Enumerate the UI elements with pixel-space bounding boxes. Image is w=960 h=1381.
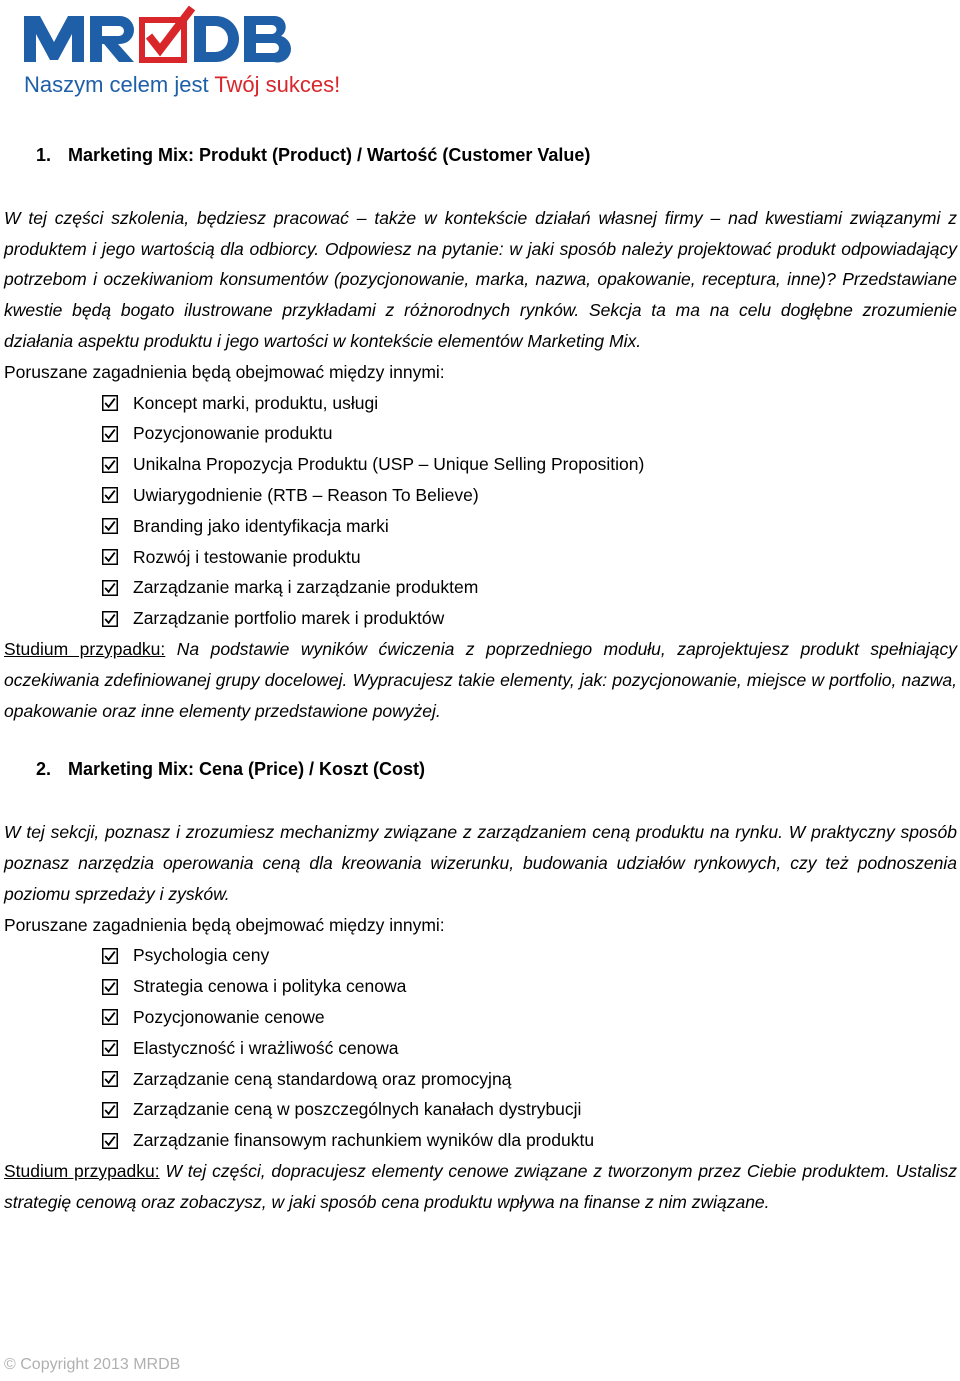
topic-item	[102, 511, 957, 542]
checkbox-checked-icon	[102, 1040, 118, 1056]
logo-tagline	[24, 72, 340, 97]
section-1-heading	[36, 140, 957, 171]
topic-item	[102, 971, 957, 1002]
checkbox-checked-icon	[102, 1102, 118, 1118]
topic-item	[102, 603, 957, 634]
topic-text: Zarządzanie ceną standardową oraz promocyjną	[133, 1068, 512, 1089]
section-1-case-text: Na podstawie wyników ćwiczenia z poprzedniego modułu, zaprojektujesz produkt spełniający oczekiwania zdefiniowanej grupy docelowej. Wypracujesz takie elementy, jak: pozycjonowanie, miejsce w portfolio, nazwa, opakowanie oraz inne elementy przedstawione powyżej.	[4, 638, 957, 721]
section-2-intro: W tej sekcji, poznasz i zrozumiesz mechanizmy związane z zarządzaniem ceną produktu na rynku. W praktyczny sposób poznasz narzędzia operowania ceną dla kreowania wizerunku, budowania udziałów rynkowych, czy też podnoszenia poziomu sprzedaży i zysków.	[4, 822, 957, 904]
topic-text: Rozwój i testowanie produktu	[133, 546, 361, 567]
topic-text: Zarządzanie ceną w poszczególnych kanałach dystrybucji	[133, 1099, 582, 1120]
checkbox-checked-icon	[102, 1133, 118, 1149]
section-2-topics-label: Poruszane zagadnienia będą obejmować między innymi:	[4, 914, 445, 935]
topic-text: Pozycjonowanie cenowe	[133, 1006, 325, 1027]
section-2-case-label: Studium przypadku:	[4, 1160, 160, 1181]
topic-item	[102, 940, 957, 971]
topic-text: Zarządzanie portfolio marek i produktów	[133, 608, 445, 629]
topic-item	[102, 1002, 957, 1033]
section-1-title: Marketing Mix: Produkt (Product) / Wartość (Customer Value)	[68, 145, 591, 165]
checkbox-checked-icon	[102, 395, 118, 411]
topic-item	[102, 418, 957, 449]
topic-text: Uwiarygodnienie (RTB – Reason To Believe)	[133, 484, 479, 505]
section-2-topics-list	[4, 940, 957, 1156]
section-2-case-text: W tej części, dopracujesz elementy cenowe związane z tworzonym przez Ciebie produktem. Ustalisz strategię cenową oraz zobaczysz, w jaki sposób cena produktu wpływa na finanse z nim związane.	[4, 1160, 957, 1212]
checkbox-checked-icon	[102, 457, 118, 473]
topic-text: Unikalna Propozycja Produktu (USP – Unique Selling Proposition)	[133, 454, 645, 475]
topic-text: Elastyczność i wrażliwość cenowa	[133, 1037, 399, 1058]
topic-item	[102, 572, 957, 603]
topic-item	[102, 1064, 957, 1095]
topic-text: Branding jako identyfikacja marki	[133, 515, 389, 536]
section-1-number: 1.	[36, 145, 52, 165]
topic-item	[102, 1094, 957, 1125]
checkbox-checked-icon	[102, 487, 118, 503]
topic-text: Zarządzanie marką i zarządzanie produktem	[133, 577, 479, 598]
document-body	[4, 140, 957, 1218]
copyright-footer: © Copyright 2013 MRDB	[4, 1356, 181, 1373]
topic-text: Strategia cenowa i polityka cenowa	[133, 976, 407, 997]
section-2-heading	[36, 754, 957, 785]
topic-text: Koncept marki, produktu, usługi	[133, 392, 379, 413]
logo-tagline-part2: Twój sukces!	[214, 72, 341, 97]
topic-item	[102, 449, 957, 480]
topic-item	[102, 1033, 957, 1064]
section-1-intro: W tej części szkolenia, będziesz pracować – także w kontekście działań własnej firmy – nad kwestiami związanymi z produktem i jego wartością dla odbiorcy. Odpowiesz na pytanie: w jaki sposób należy projektować produkt odpowiadający potrzebom i oczekiwaniom konsumentów (pozycjonowanie, marka, nazwa, opakowanie, receptura, inne)? Przedstawiane kwestie będą bogato ilustrowane przykładami z różnorodnych rynków. Sekcja ta ma na celu dogłębne zrozumienie działania aspektu produktu i jego wartości w kontekście elementów Marketing Mix.	[4, 207, 957, 351]
logo-tagline-part1: Naszym celem jest	[24, 72, 215, 97]
checkbox-checked-icon	[102, 1009, 118, 1025]
section-2-number: 2.	[36, 759, 52, 780]
checkbox-checked-icon	[102, 948, 118, 964]
checkbox-checked-icon	[102, 518, 118, 534]
checkbox-checked-icon	[102, 580, 118, 596]
section-1-case-label: Studium przypadku:	[4, 638, 166, 659]
checkbox-checked-icon	[102, 549, 118, 565]
section-1-topics-list	[4, 388, 957, 634]
topic-item	[102, 480, 957, 511]
section-2-case-study	[4, 1156, 957, 1218]
checkbox-checked-icon	[102, 611, 118, 627]
checkbox-checked-icon	[102, 426, 118, 442]
mrdb-logo	[18, 6, 378, 100]
section-1-topics-label: Poruszane zagadnienia będą obejmować między innymi:	[4, 361, 445, 382]
topic-text: Pozycjonowanie produktu	[133, 423, 333, 444]
section-2-title: Marketing Mix: Cena (Price) / Koszt (Cost)	[68, 759, 426, 780]
topic-text: Zarządzanie finansowym rachunkiem wyników dla produktu	[133, 1130, 595, 1151]
topic-text: Psychologia ceny	[133, 945, 270, 966]
topic-item	[102, 388, 957, 419]
mrdb-logo-graphic	[18, 6, 378, 100]
checkbox-checked-icon	[102, 1071, 118, 1087]
topic-item	[102, 1125, 957, 1156]
topic-item	[102, 542, 957, 573]
checkbox-checked-icon	[102, 979, 118, 995]
section-1-case-study	[4, 634, 957, 726]
